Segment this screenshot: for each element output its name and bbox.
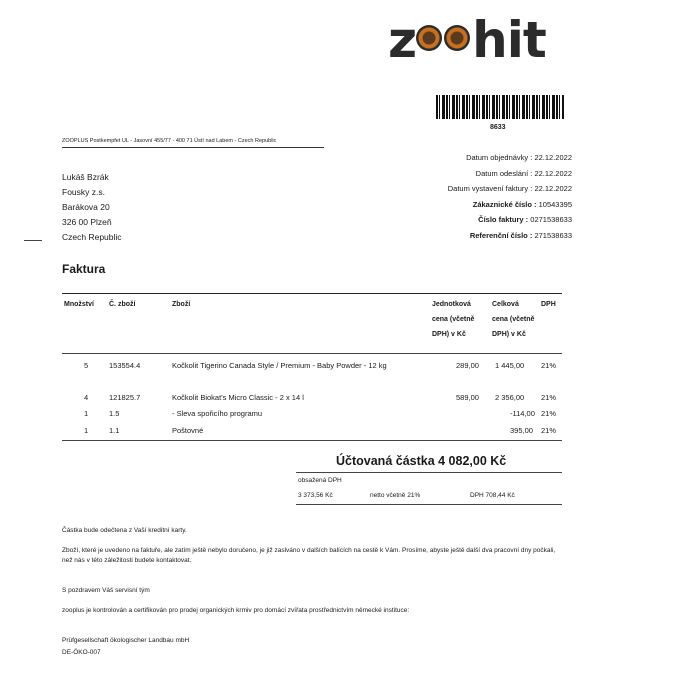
meta-label: Referenční číslo :	[469, 230, 533, 240]
logo-eyes-icon	[416, 21, 472, 59]
meta-value: 271538633	[534, 230, 572, 240]
table-header-rule	[62, 353, 562, 354]
row-vat: 21%	[541, 393, 557, 402]
row-vat: 21%	[541, 361, 557, 370]
logo-text-start: z	[388, 11, 417, 69]
footer-certification: zooplus je kontrolován a certifikován pro prodej organických krmiv pro domácí zvířata prostřednictvím německé instituce:	[62, 607, 410, 614]
zoohit-logo	[388, 10, 546, 70]
meta-row	[400, 166, 572, 182]
footer-delivery-note: Zboží, které je uvedeno na faktuře, ale zatím ještě nebylo doručeno, je již zaslváno v dalších balících na cestě k Vám. Prosíme, abyste ještě další dva pracovní dny počkali, než nás v této záležitosti budete kontaktovat.	[62, 547, 556, 564]
sender-line: ZOOPLUS Postkempfet UL - Jasovní 455/77 - 400 71 Ústí nad Labem - Czech Republic	[62, 137, 324, 148]
footer-certifier: Prüfgesellschaft ökologischer Landbau mbH	[62, 637, 190, 644]
row-line-total: 1 445,00	[495, 361, 525, 370]
row-unit-price: 289,00	[456, 361, 479, 370]
table-top-rule	[62, 293, 562, 294]
recipient-street: Barákova 20	[62, 202, 110, 212]
row-unit-price: 589,00	[456, 393, 479, 402]
margin-mark	[24, 240, 42, 241]
meta-value: 0271538633	[530, 215, 572, 224]
footer-payment-note: Částka bude odečtena z Vaší kreditní karty.	[62, 527, 187, 534]
row-code: 1.5	[109, 409, 120, 418]
vat-net-value: 3 373,56 Kč	[298, 492, 333, 499]
meta-label: Datum objednávky :	[466, 153, 533, 162]
row-item: Kočkolit Biokat's Micro Classic - 2 x 14 l	[172, 393, 304, 402]
recipient-address	[62, 170, 122, 245]
header-unit-price: Jednotková cena (včetně DPH) v Kč	[432, 301, 475, 338]
meta-label: Číslo faktury :	[478, 215, 529, 224]
row-qty: 5	[84, 361, 89, 370]
vat-amount: DPH 708,44 Kč	[470, 492, 515, 499]
recipient-country: Czech Republic	[62, 232, 122, 242]
row-code: 153554.4	[109, 361, 141, 370]
meta-row	[400, 150, 572, 166]
row-vat: 21%	[541, 426, 557, 435]
header-line-total: Celková cena (včetně DPH) v Kč	[492, 301, 535, 338]
table-bottom-rule	[62, 440, 562, 441]
barcode-number: 8633	[490, 124, 506, 131]
row-line-total: 395,00	[510, 426, 533, 435]
total-rule	[296, 472, 562, 473]
invoice-title: Faktura	[62, 262, 106, 276]
recipient-city: 326 00 Plzeň	[62, 217, 112, 227]
footer-greeting: S pozdravem Váš servisní tým	[62, 587, 150, 594]
footer-cert-code: DE-ÖKO-007	[62, 649, 101, 656]
row-qty: 4	[84, 393, 89, 402]
meta-label: Datum odeslání :	[475, 168, 533, 178]
meta-label: Zákaznické číslo :	[472, 199, 537, 209]
logo-text-end: hit	[472, 11, 546, 69]
vat-net-label: netto včetně 21%	[370, 492, 421, 499]
row-vat: 21%	[541, 409, 557, 418]
header-qty: Množství	[64, 301, 94, 308]
header-vat: DPH	[541, 301, 556, 308]
recipient-company: Fousky z.s.	[62, 187, 105, 197]
row-item: Kočkolit Tigerino Canada Style / Premium - Baby Powder - 12 kg	[172, 361, 387, 370]
row-code: 121825.7	[109, 393, 141, 402]
header-code: Č. zboží	[109, 301, 136, 308]
recipient-name: Lukáš Bzrák	[62, 172, 109, 182]
meta-row	[400, 197, 572, 213]
meta-row	[400, 228, 572, 244]
vat-rule	[296, 504, 562, 505]
row-code: 1.1	[109, 426, 120, 435]
vat-included-label: obsažená DPH	[298, 477, 342, 484]
meta-value: 22.12.2022	[534, 184, 572, 193]
row-item: - Sleva spořicího programu	[172, 409, 263, 418]
header-item: Zboží	[172, 301, 191, 308]
row-qty: 1	[84, 409, 89, 418]
meta-value: 10543395	[538, 199, 572, 209]
row-qty: 1	[84, 426, 89, 435]
meta-label: Datum vystavení faktury :	[447, 184, 533, 193]
invoice-meta	[400, 150, 572, 243]
barcode	[436, 95, 564, 119]
meta-row	[400, 181, 572, 197]
row-item: Poštovné	[172, 426, 204, 435]
row-line-total: 2 356,00	[495, 393, 525, 402]
meta-value: 22.12.2022	[534, 153, 572, 162]
amount-due: Účtovaná částka 4 082,00 Kč	[336, 454, 507, 468]
meta-row	[400, 212, 572, 228]
meta-value: 22.12.2022	[534, 168, 572, 178]
row-line-total: -114,00	[510, 409, 535, 418]
